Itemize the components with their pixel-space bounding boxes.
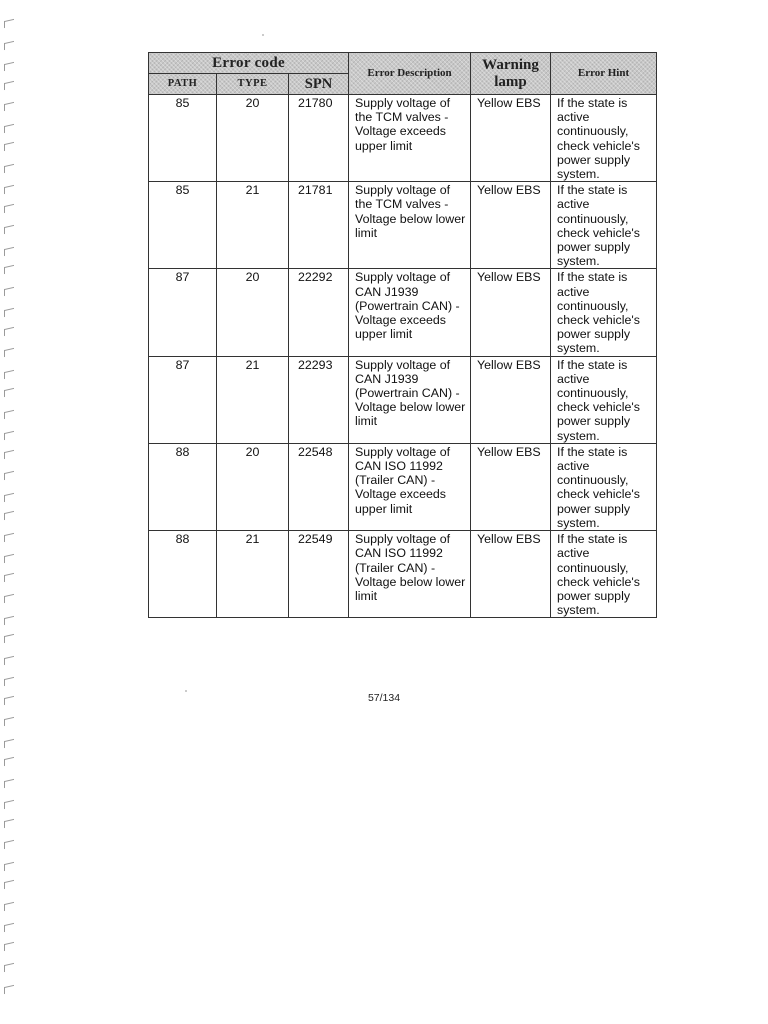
- header-error-description: Error Description: [349, 53, 471, 95]
- cell-spn: 22549: [289, 531, 349, 618]
- cell-error-hint: If the state is active continuously, check vehicle's power supply system.: [551, 443, 657, 530]
- binding-mark: [4, 655, 14, 664]
- cell-path: 88: [149, 531, 217, 618]
- binding-mark: [4, 861, 14, 870]
- header-error-code: Error code: [149, 53, 349, 74]
- cell-warning-lamp: Yellow EBS: [471, 182, 551, 269]
- header-spn: SPN: [289, 74, 349, 95]
- cell-description: Supply voltage of the TCM valves - Voltage below lower limit: [349, 182, 471, 269]
- binding-mark: [4, 923, 14, 932]
- cell-warning-lamp: Yellow EBS: [471, 356, 551, 443]
- cell-error-hint: If the state is active continuously, check vehicle's power supply system.: [551, 95, 657, 182]
- cell-description: Supply voltage of the TCM valves - Voltage exceeds upper limit: [349, 95, 471, 182]
- header-path: PATH: [149, 74, 217, 95]
- cell-spn: 22293: [289, 356, 349, 443]
- scan-binding-marks: [4, 20, 18, 1020]
- binding-mark: [4, 594, 14, 603]
- cell-spn: 22292: [289, 269, 349, 356]
- binding-mark: [4, 246, 14, 255]
- binding-mark: [4, 800, 14, 809]
- binding-mark: [4, 163, 14, 172]
- binding-mark: [4, 492, 14, 501]
- binding-mark: [4, 265, 14, 274]
- header-warning-lamp-line1: Warning: [482, 56, 539, 73]
- cell-type: 20: [217, 443, 289, 530]
- binding-mark: [4, 286, 14, 295]
- table-row: [149, 356, 657, 443]
- binding-mark: [4, 19, 14, 28]
- binding-mark: [4, 532, 14, 541]
- binding-mark: [4, 142, 14, 151]
- cell-error-hint: If the state is active continuously, check vehicle's power supply system.: [551, 356, 657, 443]
- cell-error-hint: If the state is active continuously, check vehicle's power supply system.: [551, 182, 657, 269]
- cell-description: Supply voltage of CAN J1939 (Powertrain CAN) -Voltage exceeds upper limit: [349, 269, 471, 356]
- binding-mark: [4, 185, 14, 194]
- cell-error-hint: If the state is active continuously, check vehicle's power supply system.: [551, 269, 657, 356]
- binding-mark: [4, 818, 14, 827]
- binding-mark: [4, 203, 14, 212]
- error-code-table: [148, 52, 657, 618]
- binding-mark: [4, 554, 14, 563]
- cell-type: 20: [217, 95, 289, 182]
- binding-mark: [4, 984, 14, 993]
- cell-warning-lamp: Yellow EBS: [471, 95, 551, 182]
- page-number: 57/134: [367, 692, 401, 704]
- binding-mark: [4, 308, 14, 317]
- binding-mark: [4, 449, 14, 458]
- binding-mark: [4, 40, 14, 49]
- table-row: [149, 182, 657, 269]
- binding-mark: [4, 901, 14, 910]
- cell-path: 88: [149, 443, 217, 530]
- binding-mark: [4, 634, 14, 643]
- cell-spn: 21781: [289, 182, 349, 269]
- binding-mark: [4, 348, 14, 357]
- cell-description: Supply voltage of CAN J1939 (Powertrain CAN) -Voltage below lower limit: [349, 356, 471, 443]
- binding-mark: [4, 388, 14, 397]
- error-code-table-container: [148, 52, 656, 618]
- scan-speck: [262, 34, 264, 36]
- cell-warning-lamp: Yellow EBS: [471, 443, 551, 530]
- cell-warning-lamp: Yellow EBS: [471, 531, 551, 618]
- cell-description: Supply voltage of CAN ISO 11992 (Trailer CAN) - Voltage below lower limit: [349, 531, 471, 618]
- binding-mark: [4, 123, 14, 132]
- binding-mark: [4, 778, 14, 787]
- binding-mark: [4, 717, 14, 726]
- binding-mark: [4, 225, 14, 234]
- binding-mark: [4, 880, 14, 889]
- cell-path: 87: [149, 269, 217, 356]
- binding-mark: [4, 615, 14, 624]
- cell-path: 85: [149, 95, 217, 182]
- binding-mark: [4, 840, 14, 849]
- header-warning-lamp: [471, 53, 551, 95]
- cell-description: Supply voltage of CAN ISO 11992 (Trailer CAN) - Voltage exceeds upper limit: [349, 443, 471, 530]
- binding-mark: [4, 80, 14, 89]
- binding-mark: [4, 409, 14, 418]
- table-row: [149, 95, 657, 182]
- table-row: [149, 443, 657, 530]
- binding-mark: [4, 677, 14, 686]
- binding-mark: [4, 963, 14, 972]
- header-error-hint: Error Hint: [551, 53, 657, 95]
- cell-spn: 22548: [289, 443, 349, 530]
- binding-mark: [4, 431, 14, 440]
- cell-type: 21: [217, 356, 289, 443]
- header-type: TYPE: [217, 74, 289, 95]
- cell-warning-lamp: Yellow EBS: [471, 269, 551, 356]
- binding-mark: [4, 102, 14, 111]
- table-row: [149, 269, 657, 356]
- cell-error-hint: If the state is active continuously, check vehicle's power supply system.: [551, 531, 657, 618]
- cell-type: 21: [217, 531, 289, 618]
- cell-spn: 21780: [289, 95, 349, 182]
- binding-mark: [4, 511, 14, 520]
- cell-type: 20: [217, 269, 289, 356]
- binding-mark: [4, 572, 14, 581]
- header-warning-lamp-line2: lamp: [494, 73, 527, 90]
- binding-mark: [4, 757, 14, 766]
- binding-mark: [4, 369, 14, 378]
- binding-mark: [4, 738, 14, 747]
- cell-path: 87: [149, 356, 217, 443]
- cell-path: 85: [149, 182, 217, 269]
- cell-type: 21: [217, 182, 289, 269]
- table-header-row: [149, 53, 657, 74]
- binding-mark: [4, 941, 14, 950]
- table-row: [149, 531, 657, 618]
- binding-mark: [4, 62, 14, 71]
- binding-mark: [4, 326, 14, 335]
- binding-mark: [4, 471, 14, 480]
